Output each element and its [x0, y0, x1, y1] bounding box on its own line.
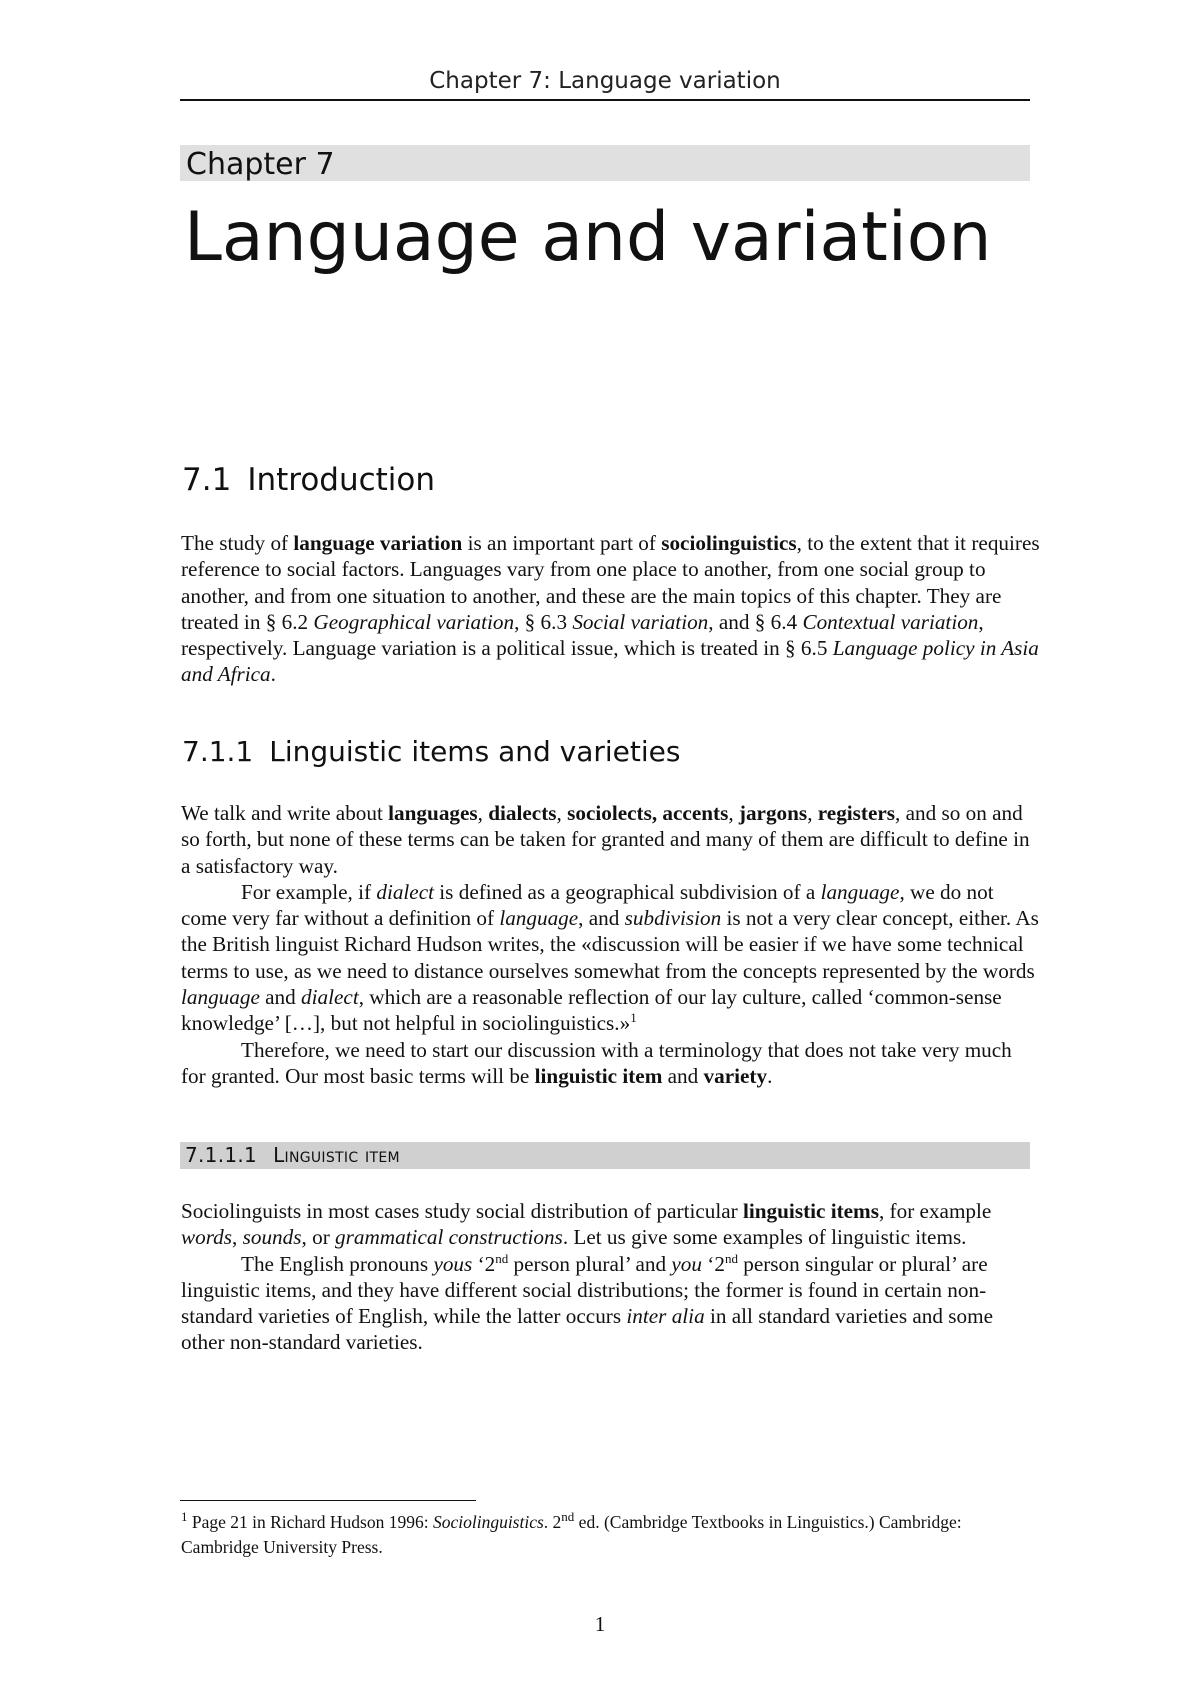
emphasis: dialect — [376, 879, 434, 904]
text-run: person plural’ and — [508, 1251, 672, 1276]
text-run: person singular or plural’ are linguistic items, and they have different social distributions; the former is found in certain non-standard varieties of English, while the latter occurs — [181, 1251, 988, 1329]
emphasis: you — [671, 1251, 702, 1276]
emphasis: subdivision — [624, 906, 722, 931]
text-run: . 2 — [543, 1512, 562, 1532]
subsection-heading-band — [180, 1142, 1030, 1169]
text-run: , respectively. Language variation is a political issue, which is treated in § 6.5 — [181, 609, 984, 661]
text-run: is not a very clear concept, either. As the British linguist Richard Hudson writes, the «discussion will be easier if we have some technical terms to use, as we need to distance ourselves somewhat from the concepts represented by the words — [181, 906, 1039, 983]
section-number: 7.1.1 — [182, 735, 254, 768]
section-title: Introduction — [247, 462, 436, 498]
footnote-separator — [180, 1500, 476, 1501]
subsection-title: Linguistic item — [273, 1143, 400, 1167]
emphasis: grammatical constructions — [335, 1225, 563, 1250]
term-language-variation: language variation — [293, 531, 463, 555]
term: sociolects, accents — [567, 801, 729, 825]
text-run: . — [767, 1063, 773, 1088]
paragraph — [181, 1251, 1041, 1356]
cross-ref-title: Social variation — [572, 609, 709, 634]
text-run: We talk and write about — [181, 801, 389, 825]
text-run: , — [477, 801, 489, 825]
term: linguistic item — [534, 1063, 663, 1088]
emphasis: sounds — [242, 1225, 302, 1250]
term: languages — [388, 801, 478, 825]
text-run: , we do not come very far without a definition of — [181, 879, 994, 931]
text-run: , which are a reasonable reflection of our lay culture, called ‘common-sense knowledge’ […], but not helpful in sociolinguistics.» — [181, 985, 1002, 1036]
footnote-marker: 1 — [181, 1509, 188, 1525]
text-run: Page 21 in Richard Hudson 1996: — [187, 1512, 433, 1532]
text-run: The study of — [181, 531, 294, 555]
book-title: Sociolinguistics — [432, 1512, 544, 1532]
text-run: ‘2 — [472, 1251, 496, 1276]
chapter-label-band — [180, 145, 1030, 181]
section-title: Linguistic items and varieties — [269, 735, 681, 768]
text-run: and — [259, 985, 302, 1010]
emphasis: dialect — [301, 985, 359, 1010]
text-run: ed. (Cambridge Textbooks in Linguistics.) Cambridge: Cambridge University Press. — [181, 1512, 962, 1557]
text-run: , and — [578, 906, 625, 931]
text-run: . — [270, 662, 276, 687]
text-run: and — [662, 1063, 704, 1088]
text-run: , — [728, 801, 739, 825]
text-run: , — [807, 801, 818, 825]
emphasis: inter alia — [626, 1304, 705, 1329]
paragraph — [181, 879, 1041, 1037]
ordinal-suffix: nd — [724, 1250, 738, 1266]
text-run: , and so on and so forth, but none of these terms can be taken for granted and many of them are difficult to define in a satisfactory way. — [181, 801, 1030, 878]
text-run: , — [556, 801, 568, 825]
chapter-label: Chapter 7 — [186, 147, 335, 182]
text-run: . Let us give some examples of linguistic items. — [562, 1225, 967, 1250]
term: registers — [817, 801, 896, 825]
section-heading-introduction — [182, 462, 435, 498]
text-run: in all standard varieties and some other non-standard varieties. — [181, 1304, 993, 1355]
text-run: , or — [301, 1225, 336, 1250]
emphasis: language — [181, 985, 260, 1010]
emphasis: language — [820, 879, 900, 904]
section-body-linguistic-items — [181, 800, 1041, 1089]
text-run: For example, if — [241, 879, 377, 904]
term: linguistic items — [743, 1199, 879, 1223]
paragraph — [181, 800, 1041, 879]
text-run: , § 6.3 — [514, 609, 573, 634]
term-sociolinguistics: sociolinguistics — [661, 531, 797, 555]
running-head: Chapter 7: Language variation — [429, 68, 781, 94]
text-run: Sociolinguists in most cases study social distribution of particular — [181, 1199, 743, 1223]
text-run: , to the extent that it requires reference to social factors. Languages vary from one place to another, from one social group to another, and from one situation to another, and these are the main topics of this chapter. They are treated in § 6.2 — [181, 531, 1040, 634]
text-run: ‘2 — [702, 1251, 725, 1276]
subsection-heading — [185, 1143, 400, 1167]
emphasis: language — [499, 906, 579, 931]
cross-ref-title: Contextual variation — [802, 609, 979, 634]
text-run: , and § 6.4 — [708, 609, 803, 634]
chapter-title: Language and variation — [184, 198, 992, 277]
text-run: , for example — [878, 1199, 992, 1223]
cross-ref-title: Geographical variation — [313, 609, 515, 634]
subsection-number: 7.1.1.1 — [185, 1143, 258, 1167]
text-run: The English pronouns — [241, 1251, 434, 1276]
text-run: is defined as a geographical subdivision of a — [434, 879, 821, 904]
ordinal-suffix: nd — [495, 1250, 509, 1266]
term: jargons — [738, 801, 808, 825]
term: variety — [703, 1063, 768, 1088]
paragraph — [181, 1037, 1041, 1090]
emphasis: yous — [433, 1251, 473, 1276]
text-run: is an important part of — [462, 531, 662, 555]
section-number: 7.1 — [182, 462, 232, 498]
ordinal-suffix: nd — [561, 1509, 575, 1525]
section-heading-linguistic-items — [182, 735, 680, 768]
footnote — [181, 1510, 1041, 1560]
paragraph — [181, 1198, 1041, 1251]
text-run: Therefore, we need to start our discussion with a terminology that does not take very much for granted. Our most basic terms will be — [181, 1037, 1012, 1088]
page-number: 1 — [594, 1612, 606, 1636]
cross-ref-title: Language policy in Asia and Africa — [181, 636, 1039, 687]
header-rule — [180, 99, 1030, 101]
subsection-body-linguistic-item — [181, 1198, 1041, 1356]
footnote-reference[interactable]: 1 — [630, 1010, 637, 1026]
emphasis: words — [181, 1225, 233, 1250]
text-run: , — [232, 1225, 243, 1250]
term: dialects — [488, 801, 557, 825]
paragraph-introduction — [181, 530, 1041, 688]
